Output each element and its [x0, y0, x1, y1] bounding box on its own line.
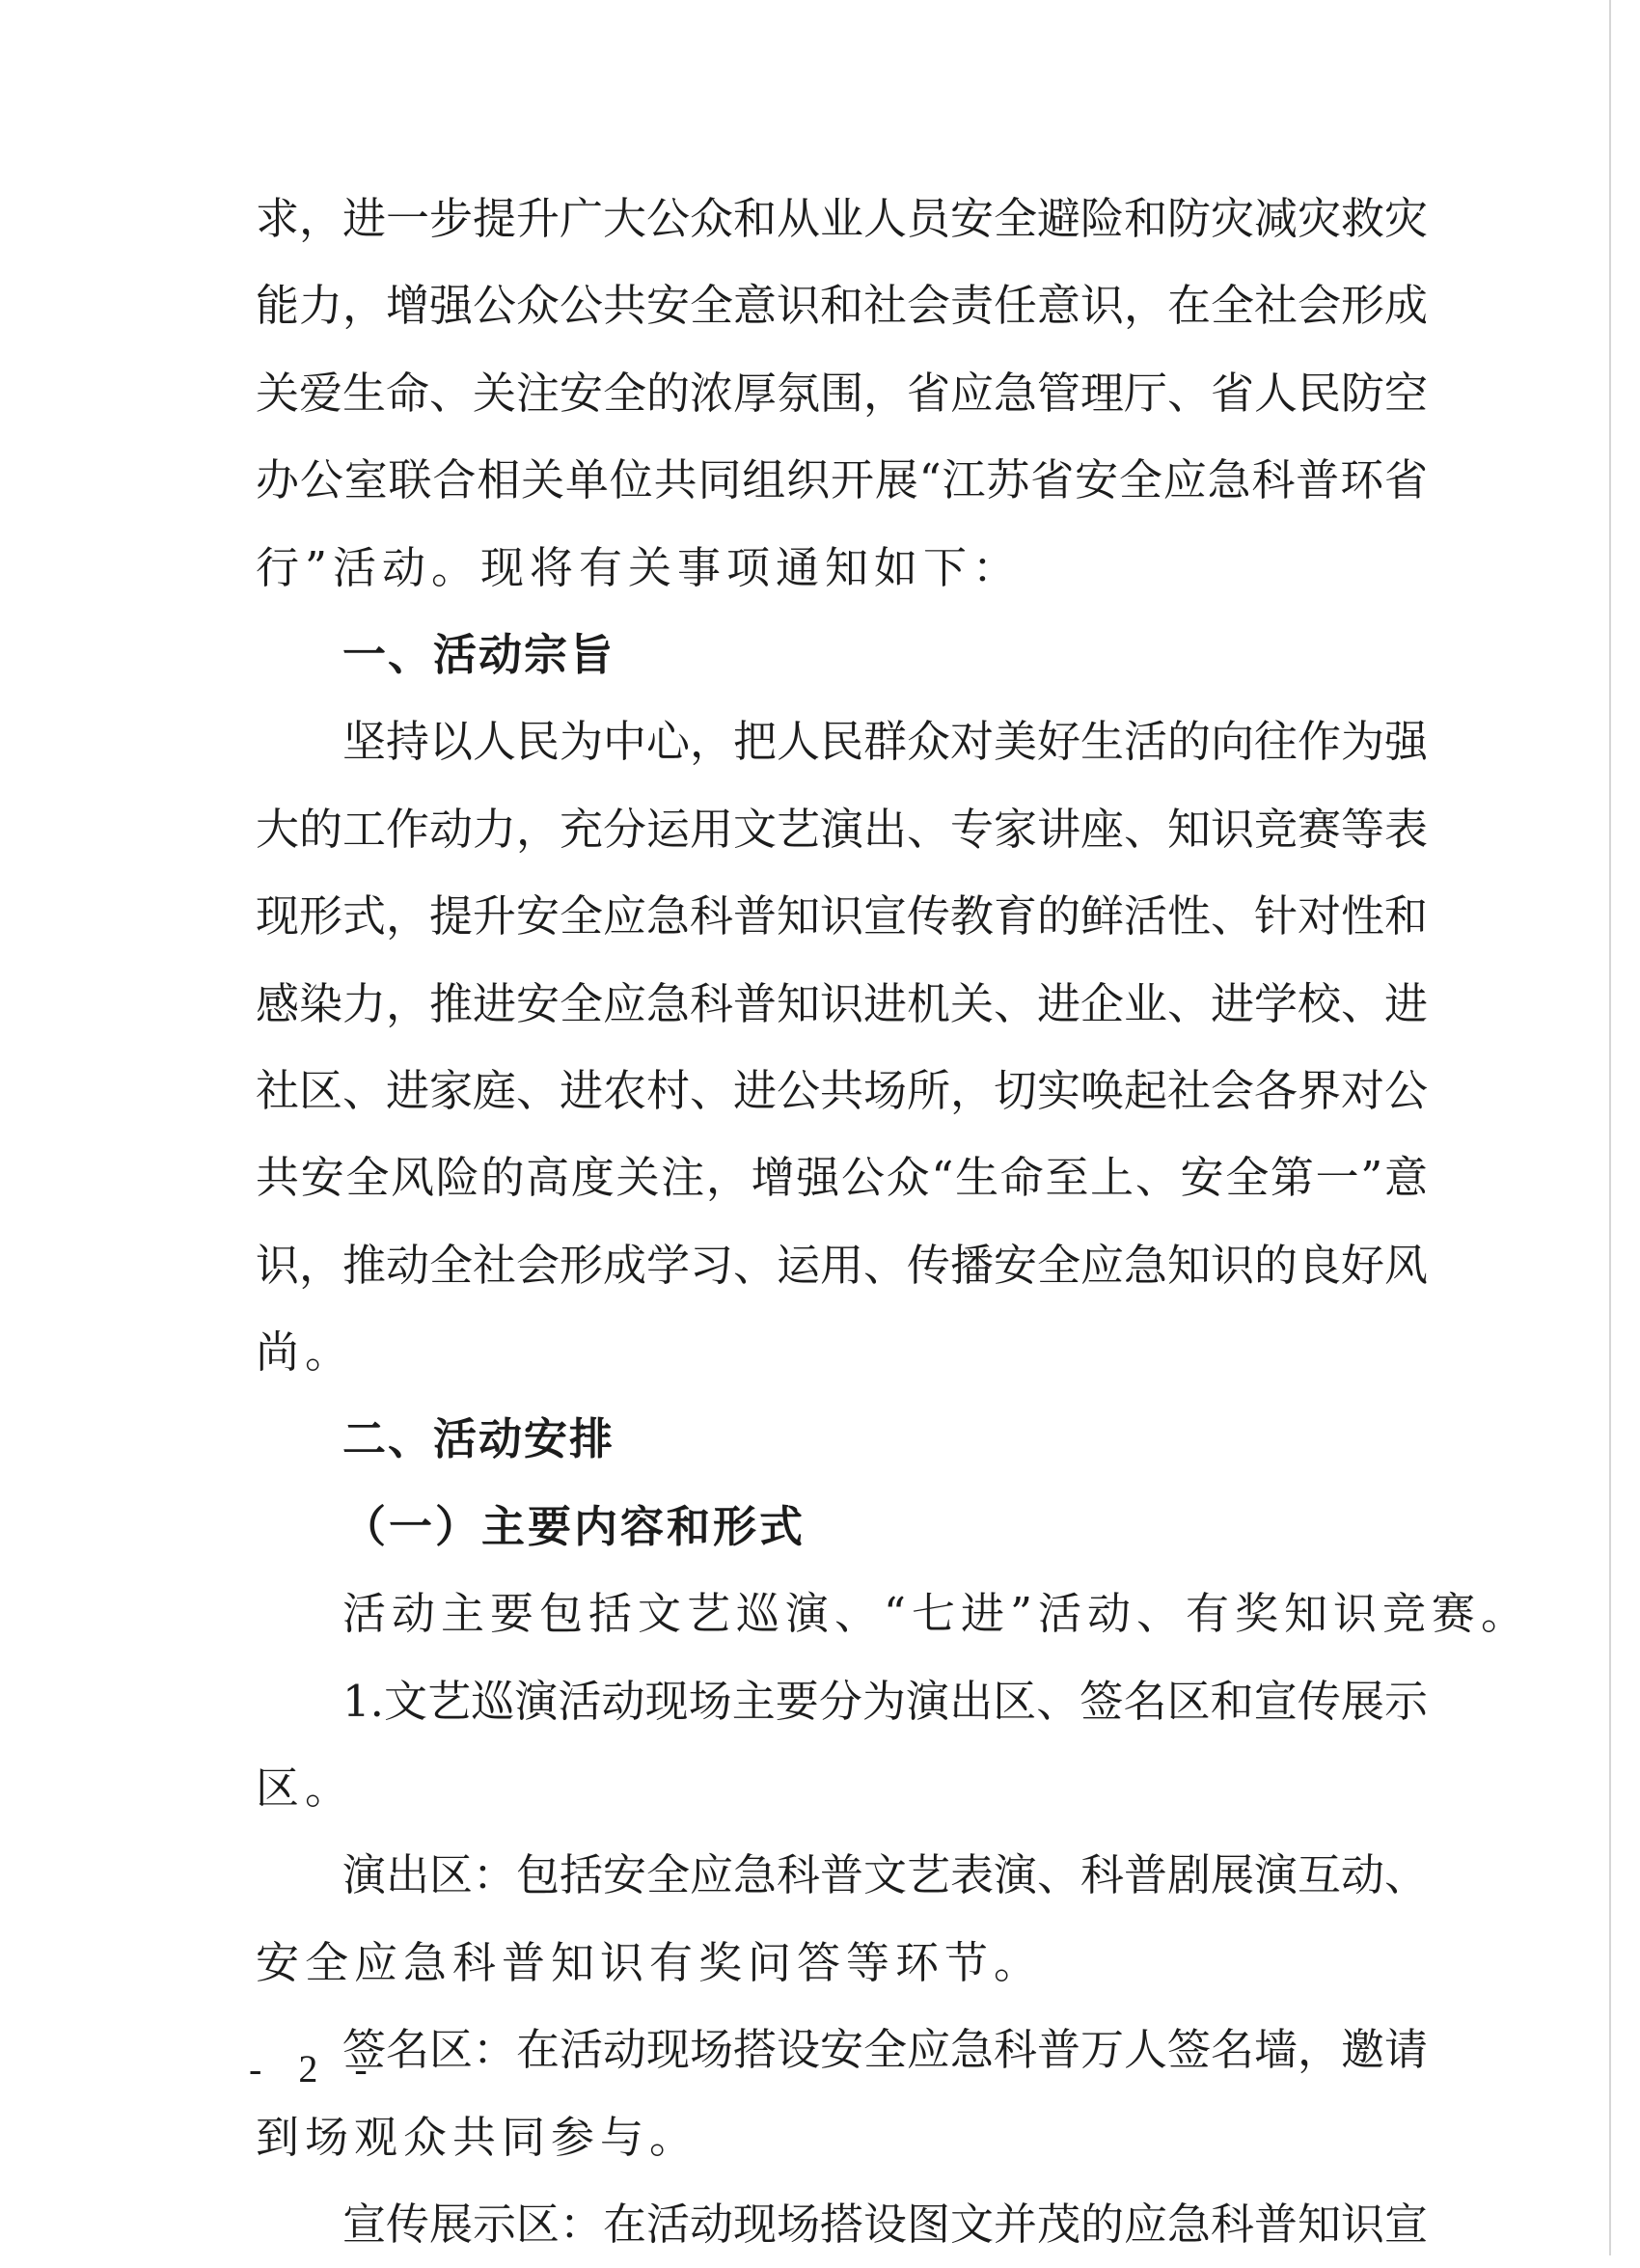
text-line: 签名区：在活动现场搭设安全应急科普万人签名墙，邀请	[342, 2024, 1429, 2076]
subsection-heading-content: （一）主要内容和形式	[342, 1500, 806, 1552]
text-line: 活动主要包括文艺巡演、“七进”活动、有奖知识竞赛。	[342, 1588, 1531, 1640]
page-number: - 2 -	[249, 2047, 381, 2090]
text-line: 共安全风险的高度关注，增强公众“生命至上、安全第一”意	[256, 1152, 1428, 1204]
text-line: 求，进一步提升广大公众和从业人员安全避险和防灾减灾救灾	[256, 193, 1429, 244]
text-line: 区。	[256, 1762, 355, 1815]
text-line: 感染力，推进安全应急科普知识进机关、进企业、进学校、进	[256, 977, 1429, 1029]
text-line: 宣传展示区：在活动现场搭设图文并茂的应急科普知识宣	[342, 2198, 1429, 2250]
scan-edge-line	[1609, 0, 1611, 2255]
text-line: 演出区：包括安全应急科普文艺表演、科普剧展演互动、	[342, 1849, 1429, 1901]
text-line: 1.文艺巡演活动现场主要分为演出区、签名区和宣传展示	[342, 1675, 1428, 1727]
text-line: 安全应急科普知识有奖问答等环节。	[256, 1936, 1044, 1988]
text-line: 办公室联合相关单位共同组织开展“江苏省安全应急科普环省	[256, 454, 1428, 506]
text-line: 尚。	[256, 1326, 355, 1379]
text-line: 关爱生命、关注安全的浓厚氛围，省应急管理厅、省人民防空	[256, 367, 1429, 419]
text-line: 行”活动。现将有关事项通知如下：	[256, 541, 1023, 593]
section-heading-arrangement: 二、活动安排	[342, 1413, 615, 1465]
text-line: 能力，增强公众公共安全意识和社会责任意识，在全社会形成	[256, 280, 1429, 332]
text-line: 大的工作动力，充分运用文艺演出、专家讲座、知识竞赛等表	[256, 803, 1429, 855]
text-line: 识，推动全社会形成学习、运用、传播安全应急知识的良好风	[256, 1239, 1429, 1291]
body-text	[256, 176, 1531, 2268]
text-line: 现形式，提升安全应急科普知识宣传教育的鲜活性、针对性和	[256, 890, 1429, 943]
text-line: 社区、进家庭、进农村、进公共场所，切实唤起社会各界对公	[256, 1064, 1429, 1116]
text-line: 坚持以人民为中心，把人民群众对美好生活的向往作为强	[342, 716, 1429, 768]
text-line: 到场观众共同参与。	[256, 2111, 699, 2163]
section-heading-purpose: 一、活动宗旨	[342, 628, 615, 680]
